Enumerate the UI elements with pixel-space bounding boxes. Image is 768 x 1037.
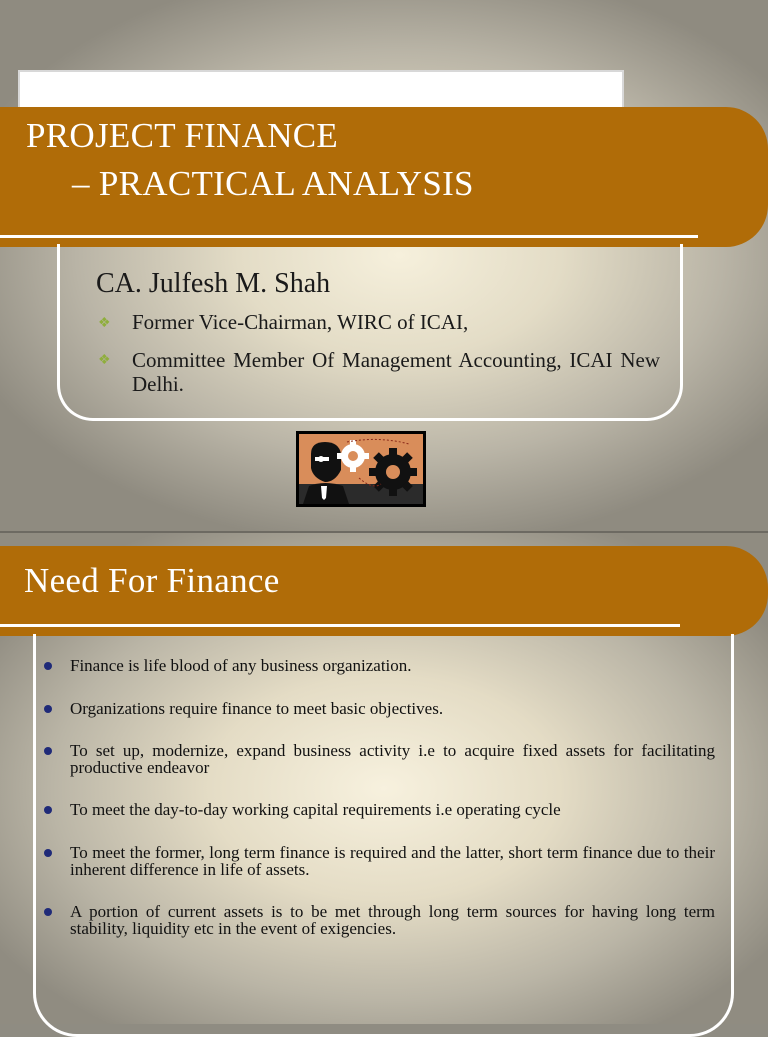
bullet-dot-icon: [44, 662, 52, 670]
bullet-dot-icon: [44, 908, 52, 916]
bullet-item-3: To set up, modernize, expand business activity i.e to acquire fixed assets for facilitating productive endeavor: [70, 741, 715, 777]
section-banner-underline: [0, 624, 680, 627]
slide-title-line-1: PROJECT FINANCE: [26, 116, 339, 155]
bullet-item-1: Finance is life blood of any business organization.: [70, 656, 412, 675]
bullet-dot-icon: [44, 806, 52, 814]
diamond-bullet-icon: ❖: [98, 316, 111, 331]
author-role-1: Former Vice-Chairman, WIRC of ICAI,: [132, 310, 469, 334]
diamond-bullet-icon: ❖: [98, 353, 111, 368]
bullet-dot-icon: [44, 705, 52, 713]
businessman-gears-icon: [296, 431, 426, 507]
bullet-dot-icon: [44, 747, 52, 755]
title-banner-underline: [0, 235, 698, 238]
section-title: Need For Finance: [24, 561, 280, 600]
bullet-dot-icon: [44, 849, 52, 857]
author-name: CA. Julfesh M. Shah: [96, 268, 331, 299]
content-panel: [33, 634, 734, 1037]
bullet-item-4: To meet the day-to-day working capital requirements i.e operating cycle: [70, 800, 561, 819]
bullet-item-6: A portion of current assets is to be met through long term sources for having long term stability, liquidity etc in the event of exigencies.: [70, 902, 715, 938]
author-role-2: Committee Member Of Management Accounting, ICAI New Delhi.: [132, 348, 660, 396]
bullet-item-5: To meet the former, long term finance is required and the latter, short term finance due to their inherent difference in life of assets.: [70, 843, 715, 879]
slide-title-line-2: – PRACTICAL ANALYSIS: [72, 164, 474, 203]
bullet-item-2: Organizations require finance to meet basic objectives.: [70, 699, 444, 718]
